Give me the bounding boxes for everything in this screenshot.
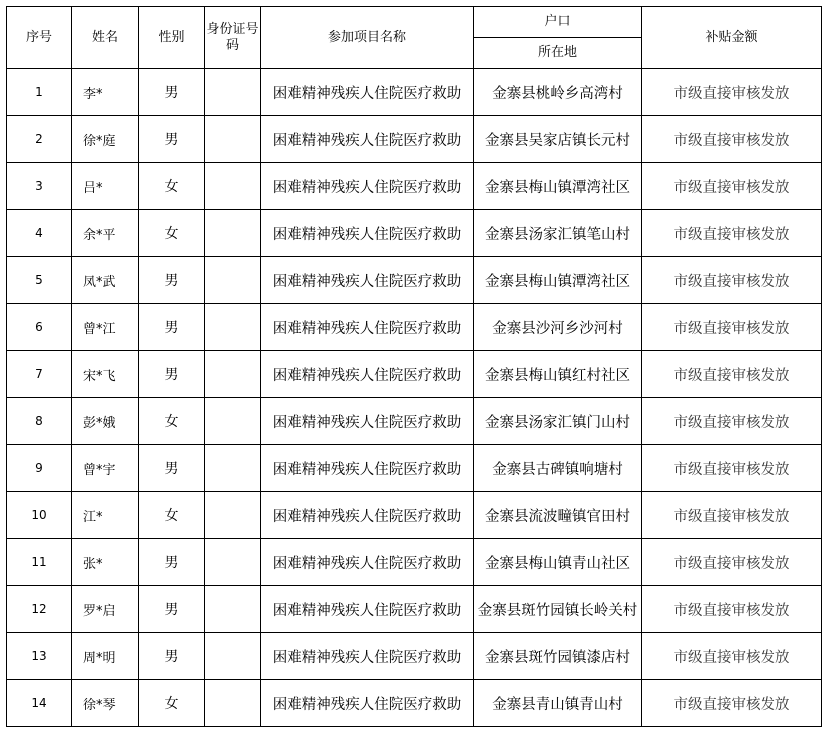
cell-no: 12 — [7, 586, 72, 633]
cell-no: 5 — [7, 257, 72, 304]
cell-id — [205, 445, 261, 492]
table-row — [7, 492, 822, 539]
cell-subsidy: 市级直接审核发放 — [642, 398, 822, 445]
cell-no: 14 — [7, 680, 72, 727]
cell-name: 罗*启 — [72, 586, 139, 633]
cell-sex: 女 — [139, 398, 205, 445]
cell-address: 金寨县汤家汇镇笔山村 — [474, 210, 642, 257]
cell-subsidy: 市级直接审核发放 — [642, 445, 822, 492]
table-row — [7, 445, 822, 492]
cell-no: 8 — [7, 398, 72, 445]
header-subsidy: 补贴金额 — [642, 7, 822, 69]
cell-project: 困难精神残疾人住院医疗救助 — [261, 586, 474, 633]
table-row — [7, 210, 822, 257]
table-row — [7, 351, 822, 398]
cell-project: 困难精神残疾人住院医疗救助 — [261, 210, 474, 257]
cell-name: 凤*武 — [72, 257, 139, 304]
table-row — [7, 116, 822, 163]
cell-subsidy: 市级直接审核发放 — [642, 633, 822, 680]
cell-address: 金寨县流波疃镇官田村 — [474, 492, 642, 539]
cell-project: 困难精神残疾人住院医疗救助 — [261, 539, 474, 586]
cell-address: 金寨县桃岭乡高湾村 — [474, 69, 642, 116]
cell-address: 金寨县吴家店镇长元村 — [474, 116, 642, 163]
cell-sex: 男 — [139, 539, 205, 586]
cell-subsidy: 市级直接审核发放 — [642, 539, 822, 586]
subsidy-table — [6, 6, 822, 727]
cell-id — [205, 680, 261, 727]
table-row — [7, 398, 822, 445]
header-no: 序号 — [7, 7, 72, 69]
cell-project: 困难精神残疾人住院医疗救助 — [261, 257, 474, 304]
cell-id — [205, 210, 261, 257]
cell-address: 金寨县古碑镇响塘村 — [474, 445, 642, 492]
cell-subsidy: 市级直接审核发放 — [642, 69, 822, 116]
cell-name: 宋*飞 — [72, 351, 139, 398]
cell-subsidy: 市级直接审核发放 — [642, 304, 822, 351]
cell-name: 李* — [72, 69, 139, 116]
cell-subsidy: 市级直接审核发放 — [642, 351, 822, 398]
cell-project: 困难精神残疾人住院医疗救助 — [261, 304, 474, 351]
cell-no: 3 — [7, 163, 72, 210]
cell-no: 13 — [7, 633, 72, 680]
cell-sex: 女 — [139, 680, 205, 727]
cell-address: 金寨县梅山镇青山社区 — [474, 539, 642, 586]
cell-name: 曾*宇 — [72, 445, 139, 492]
cell-no: 2 — [7, 116, 72, 163]
cell-sex: 男 — [139, 445, 205, 492]
cell-address: 金寨县梅山镇红村社区 — [474, 351, 642, 398]
cell-address: 金寨县梅山镇潭湾社区 — [474, 163, 642, 210]
cell-address: 金寨县梅山镇潭湾社区 — [474, 257, 642, 304]
table-row — [7, 586, 822, 633]
cell-id — [205, 304, 261, 351]
cell-id — [205, 586, 261, 633]
cell-project: 困难精神残疾人住院医疗救助 — [261, 163, 474, 210]
cell-name: 彭*娥 — [72, 398, 139, 445]
cell-address: 金寨县斑竹园镇漆店村 — [474, 633, 642, 680]
cell-subsidy: 市级直接审核发放 — [642, 586, 822, 633]
cell-sex: 女 — [139, 492, 205, 539]
header-location: 所在地 — [474, 38, 642, 69]
cell-project: 困难精神残疾人住院医疗救助 — [261, 398, 474, 445]
cell-id — [205, 116, 261, 163]
table-row — [7, 633, 822, 680]
cell-name: 曾*江 — [72, 304, 139, 351]
cell-no: 4 — [7, 210, 72, 257]
cell-name: 徐*琴 — [72, 680, 139, 727]
cell-id — [205, 633, 261, 680]
cell-no: 9 — [7, 445, 72, 492]
cell-subsidy: 市级直接审核发放 — [642, 257, 822, 304]
cell-name: 吕* — [72, 163, 139, 210]
table-body — [7, 69, 822, 727]
header-id: 身份证号码 — [205, 7, 261, 69]
cell-sex: 男 — [139, 116, 205, 163]
header-sex: 性别 — [139, 7, 205, 69]
cell-project: 困难精神残疾人住院医疗救助 — [261, 351, 474, 398]
table-row — [7, 69, 822, 116]
table-row — [7, 304, 822, 351]
cell-address: 金寨县汤家汇镇门山村 — [474, 398, 642, 445]
cell-sex: 男 — [139, 257, 205, 304]
cell-id — [205, 539, 261, 586]
header-hukou: 户口 — [474, 7, 642, 38]
cell-address: 金寨县青山镇青山村 — [474, 680, 642, 727]
cell-no: 1 — [7, 69, 72, 116]
table-row — [7, 680, 822, 727]
cell-name: 余*平 — [72, 210, 139, 257]
cell-project: 困难精神残疾人住院医疗救助 — [261, 633, 474, 680]
table-row — [7, 257, 822, 304]
header-name: 姓名 — [72, 7, 139, 69]
cell-id — [205, 257, 261, 304]
table-header — [7, 7, 822, 69]
cell-project: 困难精神残疾人住院医疗救助 — [261, 445, 474, 492]
cell-subsidy: 市级直接审核发放 — [642, 680, 822, 727]
cell-project: 困难精神残疾人住院医疗救助 — [261, 116, 474, 163]
cell-sex: 女 — [139, 163, 205, 210]
cell-sex: 男 — [139, 69, 205, 116]
cell-id — [205, 69, 261, 116]
cell-address: 金寨县斑竹园镇长岭关村 — [474, 586, 642, 633]
cell-project: 困难精神残疾人住院医疗救助 — [261, 69, 474, 116]
table-row — [7, 539, 822, 586]
cell-sex: 男 — [139, 633, 205, 680]
cell-id — [205, 492, 261, 539]
cell-no: 6 — [7, 304, 72, 351]
cell-subsidy: 市级直接审核发放 — [642, 116, 822, 163]
cell-address: 金寨县沙河乡沙河村 — [474, 304, 642, 351]
cell-subsidy: 市级直接审核发放 — [642, 210, 822, 257]
cell-no: 10 — [7, 492, 72, 539]
cell-sex: 女 — [139, 210, 205, 257]
cell-no: 7 — [7, 351, 72, 398]
cell-id — [205, 398, 261, 445]
cell-sex: 男 — [139, 586, 205, 633]
header-project: 参加项目名称 — [261, 7, 474, 69]
cell-subsidy: 市级直接审核发放 — [642, 492, 822, 539]
cell-no: 11 — [7, 539, 72, 586]
cell-id — [205, 163, 261, 210]
table-row — [7, 163, 822, 210]
cell-project: 困难精神残疾人住院医疗救助 — [261, 680, 474, 727]
cell-sex: 男 — [139, 304, 205, 351]
cell-sex: 男 — [139, 351, 205, 398]
cell-id — [205, 351, 261, 398]
cell-name: 张* — [72, 539, 139, 586]
cell-project: 困难精神残疾人住院医疗救助 — [261, 492, 474, 539]
cell-subsidy: 市级直接审核发放 — [642, 163, 822, 210]
cell-name: 江* — [72, 492, 139, 539]
cell-name: 徐*庭 — [72, 116, 139, 163]
cell-name: 周*明 — [72, 633, 139, 680]
